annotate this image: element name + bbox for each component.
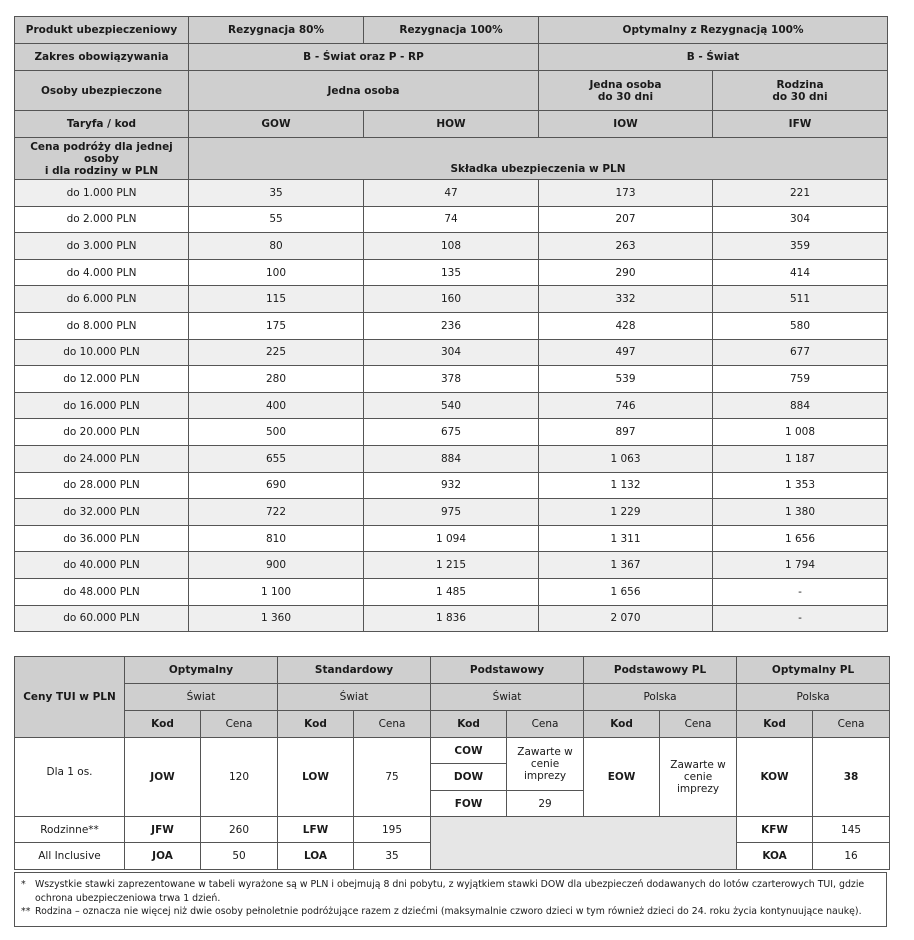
basic-included xyxy=(507,738,584,791)
persons-single-30-line1: Jedna osoba xyxy=(589,78,662,91)
premium-cell: 690 xyxy=(189,472,364,499)
basic-included-line2: cenie imprezy xyxy=(523,758,567,782)
opt-price: 260 xyxy=(201,817,278,843)
premium-cell: 497 xyxy=(539,339,713,366)
premium-cell: 500 xyxy=(189,419,364,446)
opt-code: JFW xyxy=(125,817,201,843)
premium-cell: 746 xyxy=(539,392,713,419)
pl-included-line1: Zawarte w xyxy=(670,759,726,771)
premium-label: Składka ubezpieczenia w PLN xyxy=(189,138,888,180)
premium-cell: 1 094 xyxy=(364,525,539,552)
footnote-text: Rodzina – oznacza nie więcej niż dwie osoby pełnoletnie podróżujące razem z dziećmi (maksymalnie czworo dzieci w tym również dzieci do 24. roku życia kontynuujące naukę). xyxy=(35,906,862,917)
premium-cell: 160 xyxy=(364,286,539,313)
table-row xyxy=(15,499,888,526)
basic-fow-price: 29 xyxy=(507,791,584,817)
premium-cell: 74 xyxy=(364,206,539,233)
premium-cell: 35 xyxy=(189,180,364,207)
scope-a: B - Świat oraz P - RP xyxy=(189,44,539,71)
code-header: Kod xyxy=(125,711,201,738)
footnote-mark: ** xyxy=(21,906,31,917)
premium-cell: 655 xyxy=(189,445,364,472)
premium-cell: 1 229 xyxy=(539,499,713,526)
persons-single-30 xyxy=(539,71,713,111)
premium-cell: 225 xyxy=(189,339,364,366)
opt-price: 120 xyxy=(201,738,278,817)
footnote-text: Wszystkie stawki zaprezentowane w tabeli wyrażone są w PLN i obejmują 8 dni pobytu, z wyjątkiem stawki DOW dla ubezpieczeń dodawanych do lotów czarterowych TUI, gdzie ochrona ubezpieczeniowa trwa 1 dzień. xyxy=(35,879,865,904)
price-range-cell: do 48.000 PLN xyxy=(15,578,189,605)
product-scope: Polska xyxy=(737,684,890,711)
premium-cell: 884 xyxy=(364,445,539,472)
opt-code: JOW xyxy=(125,738,201,817)
premium-cell: 540 xyxy=(364,392,539,419)
premium-cell: 332 xyxy=(539,286,713,313)
premium-cell: 675 xyxy=(364,419,539,446)
price-range-cell: do 40.000 PLN xyxy=(15,552,189,579)
table-row xyxy=(15,286,888,313)
premium-cell: 236 xyxy=(364,312,539,339)
product-name: Standardowy xyxy=(278,657,431,684)
premium-cell: 378 xyxy=(364,366,539,393)
premium-cell: 55 xyxy=(189,206,364,233)
tariff-code: IOW xyxy=(539,111,713,138)
premium-cell: 884 xyxy=(713,392,888,419)
product-name: Podstawowy PL xyxy=(584,657,737,684)
premium-cell: 1 132 xyxy=(539,472,713,499)
code-header: Kod xyxy=(431,711,507,738)
premium-cell: 428 xyxy=(539,312,713,339)
premium-cell: 280 xyxy=(189,366,364,393)
tariff-code: IFW xyxy=(713,111,888,138)
product-scope: Świat xyxy=(125,684,278,711)
table-row xyxy=(15,552,888,579)
premium-cell: 1 353 xyxy=(713,472,888,499)
persons-family-30-line2: do 30 dni xyxy=(772,90,828,103)
product-scope: Świat xyxy=(278,684,431,711)
premium-cell: 263 xyxy=(539,233,713,260)
row-label-allinc: All Inclusive xyxy=(15,843,125,870)
premium-cell: 175 xyxy=(189,312,364,339)
footnote xyxy=(21,905,880,919)
table-row xyxy=(15,366,888,393)
table-row xyxy=(15,312,888,339)
price-header: Cena xyxy=(507,711,584,738)
premium-cell: 221 xyxy=(713,180,888,207)
premium-cell: 414 xyxy=(713,259,888,286)
price-range-cell: do 24.000 PLN xyxy=(15,445,189,472)
basic-code: COW xyxy=(431,738,507,764)
footnote xyxy=(21,878,880,905)
price-range-cell: do 32.000 PLN xyxy=(15,499,189,526)
premium-cell: 1 656 xyxy=(539,578,713,605)
footnote-mark: * xyxy=(21,879,26,890)
premium-cell: 1 187 xyxy=(713,445,888,472)
premium-cell: 47 xyxy=(364,180,539,207)
std-code: LOA xyxy=(278,843,354,870)
product-name: Podstawowy xyxy=(431,657,584,684)
premium-cell: 1 794 xyxy=(713,552,888,579)
scope-label: Zakres obowiązywania xyxy=(15,44,189,71)
tariff-code: HOW xyxy=(364,111,539,138)
product-resign100: Rezygnacja 100% xyxy=(364,17,539,44)
table-row xyxy=(15,180,888,207)
premium-cell: 1 485 xyxy=(364,578,539,605)
premium-cell: 135 xyxy=(364,259,539,286)
std-price: 195 xyxy=(354,817,431,843)
table-row xyxy=(15,578,888,605)
product-scope: Świat xyxy=(431,684,584,711)
tariff-label: Taryfa / kod xyxy=(15,111,189,138)
footnotes xyxy=(14,872,887,927)
price-range-cell: do 10.000 PLN xyxy=(15,339,189,366)
premium-cell: 932 xyxy=(364,472,539,499)
code-header: Kod xyxy=(584,711,660,738)
optpl-price: 16 xyxy=(813,843,890,870)
premium-cell: 400 xyxy=(189,392,364,419)
price-range-cell: do 28.000 PLN xyxy=(15,472,189,499)
price-header: Cena xyxy=(813,711,890,738)
price-range-cell: do 36.000 PLN xyxy=(15,525,189,552)
price-label xyxy=(15,138,189,180)
optpl-price: 145 xyxy=(813,817,890,843)
price-range-cell: do 1.000 PLN xyxy=(15,180,189,207)
table-row xyxy=(15,233,888,260)
table-row xyxy=(15,605,888,632)
tariff-code: GOW xyxy=(189,111,364,138)
basic-included-line1: Zawarte w xyxy=(517,746,573,758)
premium-cell: 1 311 xyxy=(539,525,713,552)
price-range-cell: do 60.000 PLN xyxy=(15,605,189,632)
price-header: Cena xyxy=(660,711,737,738)
persons-single-30-line2: do 30 dni xyxy=(597,90,654,103)
prices-corner-label: Ceny TUI w PLN xyxy=(15,657,125,738)
premium-cell: 1 360 xyxy=(189,605,364,632)
price-range-cell: do 2.000 PLN xyxy=(15,206,189,233)
premium-table xyxy=(14,16,888,632)
table-row xyxy=(15,445,888,472)
table-row xyxy=(15,392,888,419)
persons-family-30 xyxy=(713,71,888,111)
optpl-code: KOA xyxy=(737,843,813,870)
table-row xyxy=(15,206,888,233)
premium-cell: 1 008 xyxy=(713,419,888,446)
product-optimal: Optymalny z Rezygnacją 100% xyxy=(539,17,888,44)
premium-cell: 80 xyxy=(189,233,364,260)
premium-cell: 1 656 xyxy=(713,525,888,552)
product-name: Optymalny xyxy=(125,657,278,684)
table-row xyxy=(15,472,888,499)
optpl-code: KOW xyxy=(737,738,813,817)
premium-cell: 975 xyxy=(364,499,539,526)
optpl-code: KFW xyxy=(737,817,813,843)
premium-cell: 539 xyxy=(539,366,713,393)
price-range-cell: do 12.000 PLN xyxy=(15,366,189,393)
basic-code: DOW xyxy=(431,764,507,791)
code-header: Kod xyxy=(737,711,813,738)
opt-code: JOA xyxy=(125,843,201,870)
price-range-cell: do 4.000 PLN xyxy=(15,259,189,286)
premium-cell: 100 xyxy=(189,259,364,286)
scope-b: B - Świat xyxy=(539,44,888,71)
premium-cell: 1 380 xyxy=(713,499,888,526)
price-range-cell: do 3.000 PLN xyxy=(15,233,189,260)
code-header: Kod xyxy=(278,711,354,738)
basic-code: FOW xyxy=(431,791,507,817)
opt-price: 50 xyxy=(201,843,278,870)
premium-cell: 722 xyxy=(189,499,364,526)
empty-grey-cell xyxy=(431,817,737,870)
price-header: Cena xyxy=(354,711,431,738)
optpl-price: 38 xyxy=(813,738,890,817)
pl-code: EOW xyxy=(584,738,660,817)
price-header: Cena xyxy=(201,711,278,738)
std-price: 75 xyxy=(354,738,431,817)
premium-cell: 304 xyxy=(364,339,539,366)
premium-cell: 759 xyxy=(713,366,888,393)
premium-cell: 173 xyxy=(539,180,713,207)
product-name: Optymalny PL xyxy=(737,657,890,684)
price-range-cell: do 20.000 PLN xyxy=(15,419,189,446)
premium-cell: 304 xyxy=(713,206,888,233)
premium-cell: 511 xyxy=(713,286,888,313)
premium-cell: 1 100 xyxy=(189,578,364,605)
premium-cell: 108 xyxy=(364,233,539,260)
price-range-cell: do 6.000 PLN xyxy=(15,286,189,313)
std-code: LFW xyxy=(278,817,354,843)
product-resign80: Rezygnacja 80% xyxy=(189,17,364,44)
product-scope: Polska xyxy=(584,684,737,711)
row-label-single: Dla 1 os. xyxy=(15,738,125,817)
premium-cell: 900 xyxy=(189,552,364,579)
pl-included-line2: cenie imprezy xyxy=(676,771,720,795)
pl-included xyxy=(660,738,737,817)
premium-cell: - xyxy=(713,578,888,605)
premium-cell: 207 xyxy=(539,206,713,233)
table-row xyxy=(15,259,888,286)
premium-cell: 1 836 xyxy=(364,605,539,632)
std-price: 35 xyxy=(354,843,431,870)
product-label: Produkt ubezpieczeniowy xyxy=(15,17,189,44)
premium-cell: 1 367 xyxy=(539,552,713,579)
table-row xyxy=(15,525,888,552)
premium-cell: 897 xyxy=(539,419,713,446)
price-range-cell: do 8.000 PLN xyxy=(15,312,189,339)
table-row xyxy=(15,339,888,366)
price-label-line2: i dla rodziny w PLN xyxy=(44,164,159,177)
premium-cell: 290 xyxy=(539,259,713,286)
premium-cell: 359 xyxy=(713,233,888,260)
premium-cell: - xyxy=(713,605,888,632)
persons-label: Osoby ubezpieczone xyxy=(15,71,189,111)
row-label-family: Rodzinne** xyxy=(15,817,125,843)
premium-cell: 115 xyxy=(189,286,364,313)
premium-cell: 810 xyxy=(189,525,364,552)
std-code: LOW xyxy=(278,738,354,817)
premium-cell: 1 215 xyxy=(364,552,539,579)
persons-single: Jedna osoba xyxy=(189,71,539,111)
premium-cell: 2 070 xyxy=(539,605,713,632)
tui-prices-table xyxy=(14,656,890,870)
persons-family-30-line1: Rodzina xyxy=(776,78,824,91)
premium-cell: 580 xyxy=(713,312,888,339)
price-range-cell: do 16.000 PLN xyxy=(15,392,189,419)
premium-cell: 677 xyxy=(713,339,888,366)
price-label-line1: Cena podróży dla jednej osoby xyxy=(30,140,173,165)
premium-cell: 1 063 xyxy=(539,445,713,472)
table-row xyxy=(15,419,888,446)
